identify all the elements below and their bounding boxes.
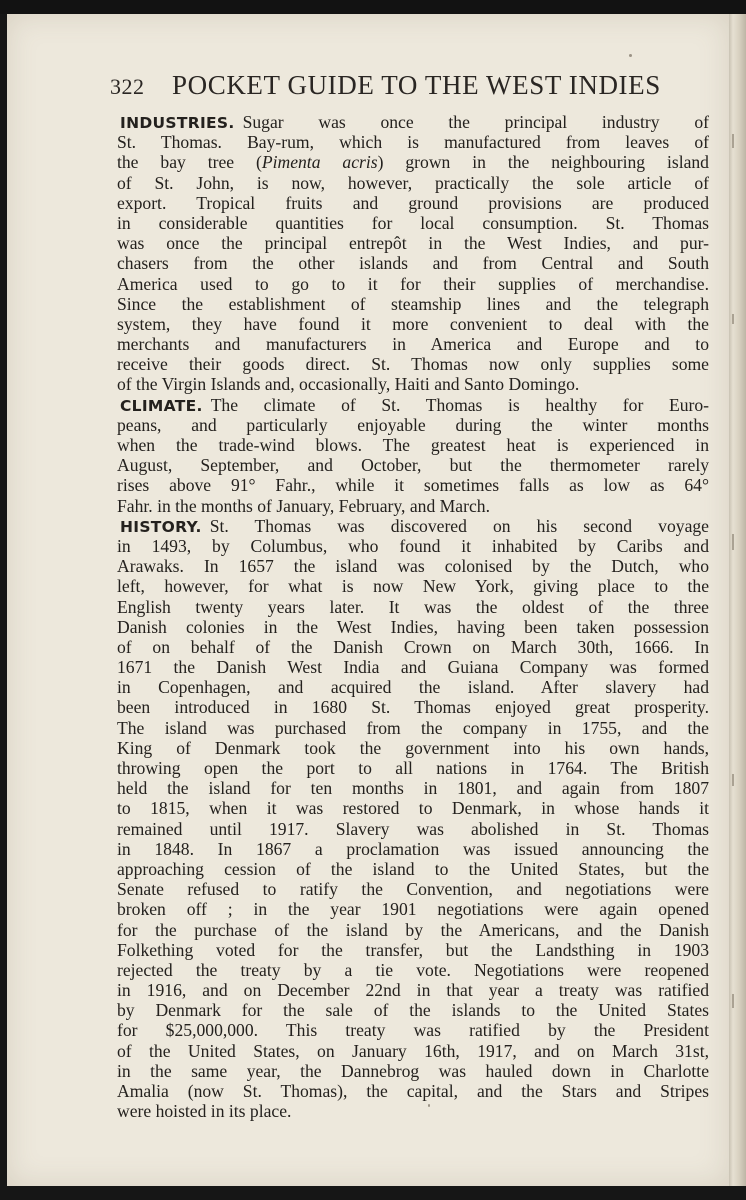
line-text: St. Thomas. Bay-rum, which is manufactured from leaves of xyxy=(117,132,709,153)
line-text: in Copenhagen, and acquired the island. After slavery had xyxy=(117,677,709,698)
line-text: English twenty years later. It was the oldest of the three xyxy=(117,596,709,617)
line-text: of the United States, on January 16th, 1917, and on March 31st, xyxy=(117,1040,709,1061)
line-text: to 1815, when it was restored to Denmark, in whose hands it xyxy=(117,798,709,819)
text-line xyxy=(117,1000,709,1020)
text-line xyxy=(117,152,709,172)
text-line xyxy=(117,576,709,596)
line-text: St. Thomas was discovered on his second voyage xyxy=(209,515,709,536)
text-line xyxy=(117,314,709,334)
line-text: Amalia (now St. Thomas), the capital, and the Stars and Stripes xyxy=(117,1081,709,1101)
text-line xyxy=(117,415,709,435)
body-text xyxy=(117,112,709,1121)
text-line xyxy=(117,758,709,778)
section-heading: INDUSTRIES. xyxy=(120,114,235,132)
text-line xyxy=(117,617,709,637)
text-line xyxy=(117,374,709,394)
text-line xyxy=(117,112,709,132)
line-text: Sugar was once the principal industry of xyxy=(242,112,709,132)
text-line xyxy=(117,637,709,657)
paper-speck xyxy=(629,54,632,57)
text-line xyxy=(117,395,709,415)
section-climate xyxy=(117,395,709,516)
line-text: 1671 the Danish West India and Guiana Company was formed xyxy=(117,657,709,678)
text-line xyxy=(117,1041,709,1061)
text-line xyxy=(117,839,709,859)
text-line xyxy=(117,859,709,879)
text-line xyxy=(117,1101,709,1121)
running-header xyxy=(110,70,710,106)
page-number: 322 xyxy=(110,74,145,99)
line-text: for $25,000,000. This treaty was ratified by the President xyxy=(117,1020,709,1041)
text-line xyxy=(117,920,709,940)
text-line xyxy=(117,899,709,919)
text-line xyxy=(117,879,709,899)
text-line xyxy=(117,940,709,960)
line-text: Fahr. in the months of January, February, and March. xyxy=(117,495,490,516)
text-line xyxy=(117,738,709,758)
line-text: held the island for ten months in 1801, and again from 1807 xyxy=(117,778,709,799)
line-text: throwing open the port to all nations in 1764. The British xyxy=(117,758,709,778)
line-text: export. Tropical fruits and ground provisions are produced xyxy=(117,192,709,213)
line-text: by Denmark for the sale of the islands to the United States xyxy=(117,1000,709,1021)
text-line xyxy=(117,173,709,193)
text-line xyxy=(117,475,709,495)
line-text: receive their goods direct. St. Thomas now only supplies some xyxy=(117,354,709,375)
line-text: remained until 1917. Slavery was abolished in St. Thomas xyxy=(117,818,709,839)
line-text: of on behalf of the Danish Crown on March 30th, 1666. In xyxy=(117,636,709,657)
text-line xyxy=(117,274,709,294)
running-title: POCKET GUIDE TO THE WEST INDIES xyxy=(172,70,661,100)
text-line xyxy=(117,233,709,253)
line-text: were hoisted in its place. xyxy=(117,1101,292,1122)
line-text: in the same year, the Dannebrog was hauled down in Charlotte xyxy=(117,1060,709,1081)
section-heading: CLIMATE. xyxy=(120,396,203,415)
line-text: was once the principal entrepôt in the West Indies, and pur- xyxy=(117,233,709,254)
line-text: Senate refused to ratify the Convention, and negotiations were xyxy=(117,879,709,900)
text-line xyxy=(117,798,709,818)
text-line xyxy=(117,718,709,738)
line-text: peans, and particularly enjoyable during the winter months xyxy=(117,414,709,435)
text-line xyxy=(117,778,709,798)
line-text: Arawaks. In 1657 the island was colonised by the Dutch, who xyxy=(117,556,709,577)
line-text: The island was purchased from the company in 1755, and the xyxy=(117,717,709,738)
text-line xyxy=(117,253,709,273)
line-text: when the trade-wind blows. The greatest heat is experienced in xyxy=(117,435,709,455)
text-line xyxy=(117,294,709,314)
line-text: merchants and manufacturers in America and Europe and to xyxy=(117,334,709,355)
text-line xyxy=(117,536,709,556)
line-text: been introduced in 1680 St. Thomas enjoyed great prosperity. xyxy=(117,697,709,718)
text-line xyxy=(117,980,709,1000)
line-text: The climate of St. Thomas is healthy for Euro- xyxy=(210,394,709,415)
text-line xyxy=(117,677,709,697)
text-line xyxy=(117,657,709,677)
line-text: in considerable quantities for local consumption. St. Thomas xyxy=(117,212,709,233)
text-line xyxy=(117,697,709,717)
text-line xyxy=(117,960,709,980)
line-text: in 1916, and on December 22nd in that year a treaty was ratified xyxy=(117,980,709,1001)
text-line xyxy=(117,213,709,233)
text-line xyxy=(117,1020,709,1040)
line-text: of St. John, is now, however, practically the sole article of xyxy=(117,172,709,193)
section-industries xyxy=(117,112,709,395)
text-line xyxy=(117,354,709,374)
line-text: approaching cession of the island to the United States, but the xyxy=(117,858,709,879)
line-text: left, however, for what is now New York, giving place to the xyxy=(117,576,709,597)
line-text: chasers from the other islands and from Central and South xyxy=(117,253,709,274)
line-text: broken off ; in the year 1901 negotiations were again opened xyxy=(117,899,709,920)
text-line xyxy=(117,435,709,455)
line-text: Danish colonies in the West Indies, having been taken possession xyxy=(117,616,709,637)
text-line xyxy=(117,1081,709,1101)
line-text: Since the establishment of steamship lines and the telegraph xyxy=(117,293,709,314)
line-text: the bay tree (Pimenta acris) grown in the neighbouring island xyxy=(117,152,709,173)
scan-border-top xyxy=(0,0,746,14)
line-text: for the purchase of the island by the Americans, and the Danish xyxy=(117,919,709,940)
line-text: in 1848. In 1867 a proclamation was issued announcing the xyxy=(117,838,709,859)
text-line xyxy=(117,334,709,354)
text-line xyxy=(117,597,709,617)
text-line xyxy=(117,455,709,475)
line-text: rises above 91° Fahr., while it sometimes falls as low as 64° xyxy=(117,475,709,496)
line-text: America used to go to it for their supplies of merchandise. xyxy=(117,273,709,294)
section-history xyxy=(117,516,709,1122)
line-text: system, they have found it more convenient to deal with the xyxy=(117,313,709,334)
line-text: in 1493, by Columbus, who found it inhabited by Caribs and xyxy=(117,535,709,556)
text-line xyxy=(117,819,709,839)
line-text: of the Virgin Islands and, occasionally, Haiti and Santo Domingo. xyxy=(117,374,580,395)
line-text: Folkething voted for the transfer, but the Landsthing in 1903 xyxy=(117,939,709,960)
page-edge-stack xyxy=(729,14,746,1186)
section-heading: HISTORY. xyxy=(120,517,202,536)
line-text: rejected the treaty by a tie vote. Negotiations were reopened xyxy=(117,959,709,980)
text-line xyxy=(117,516,709,536)
line-text: August, September, and October, but the thermometer rarely xyxy=(117,455,709,476)
text-line xyxy=(117,556,709,576)
text-line xyxy=(117,193,709,213)
line-text: King of Denmark took the government into his own hands, xyxy=(117,737,709,758)
text-line xyxy=(117,132,709,152)
text-line xyxy=(117,496,709,516)
text-line xyxy=(117,1061,709,1081)
